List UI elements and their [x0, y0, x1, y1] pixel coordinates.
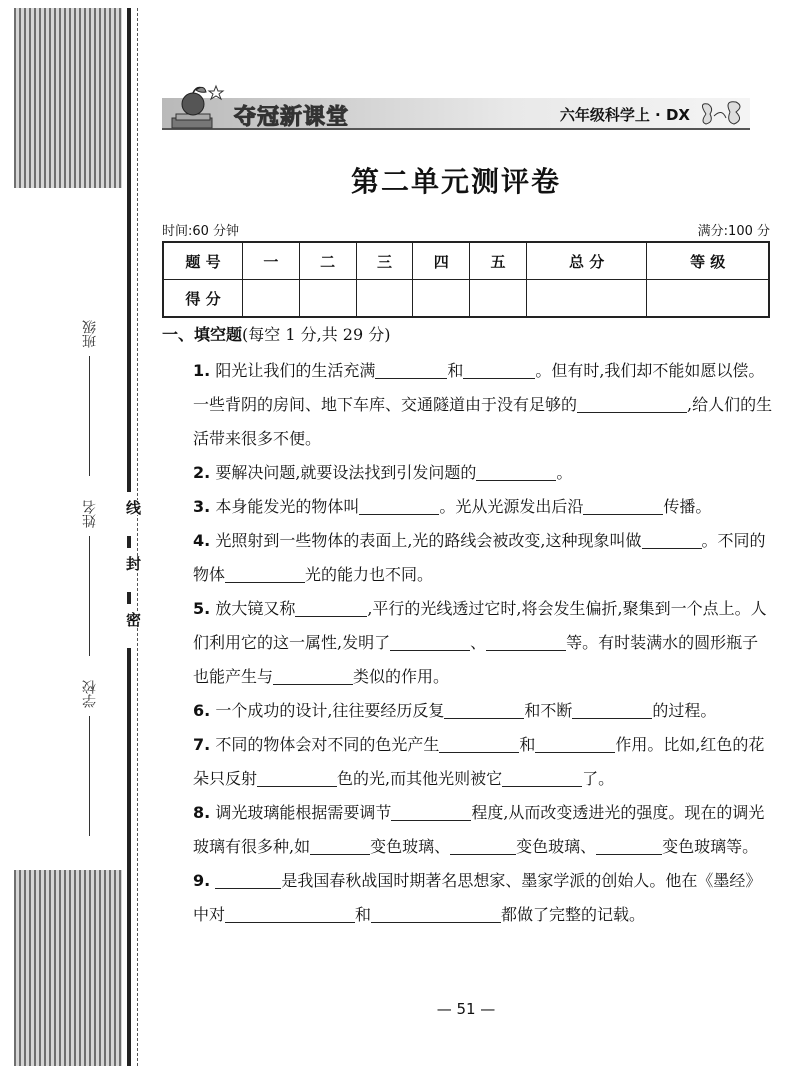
answer-blank[interactable]	[215, 868, 281, 889]
question-number: 2.	[193, 463, 211, 482]
question-text: 。	[556, 463, 573, 482]
answer-blank[interactable]	[295, 596, 367, 617]
question-text: 光照射到一些物体的表面上,光的路线会被改变,这种现象叫做	[215, 531, 642, 550]
answer-blank[interactable]	[375, 358, 447, 379]
score-cell: 题 号	[163, 242, 243, 280]
answer-blank[interactable]	[450, 834, 516, 855]
score-entry-cell[interactable]	[299, 280, 356, 318]
question-4	[193, 524, 773, 592]
question-text: 。光从光源发出后沿	[439, 497, 584, 516]
score-cell: 一	[243, 242, 300, 280]
question-text: 和不断	[524, 701, 573, 720]
score-cell: 总 分	[526, 242, 647, 280]
question-text: ,给人们的生活带来很多不便。	[193, 395, 773, 448]
score-table-score-row	[163, 280, 769, 318]
answer-blank[interactable]	[225, 562, 305, 583]
answer-blank[interactable]	[390, 630, 470, 651]
answer-blank[interactable]	[476, 460, 556, 481]
question-text: 放大镜又称	[215, 599, 296, 618]
binding-stripe-top	[14, 8, 122, 188]
question-2	[193, 456, 773, 490]
section-title: 一、填空题	[162, 325, 243, 344]
question-text: 和	[355, 905, 372, 924]
answer-blank[interactable]	[359, 494, 439, 515]
butterfly-decoration-icon	[696, 98, 748, 130]
question-text: 和	[447, 361, 464, 380]
question-text: 阳光让我们的生活充满	[215, 361, 376, 380]
answer-blank[interactable]	[391, 800, 471, 821]
brand-name: 夺冠新课堂	[234, 105, 350, 130]
score-table-header-row	[163, 242, 769, 280]
answer-blank[interactable]	[642, 528, 702, 549]
answer-blank[interactable]	[535, 732, 615, 753]
question-list	[193, 354, 773, 932]
question-text: 一个成功的设计,往往要经历反复	[215, 701, 445, 720]
answer-blank[interactable]	[273, 664, 353, 685]
question-3	[193, 490, 773, 524]
score-entry-cell[interactable]	[356, 280, 413, 318]
answer-blank[interactable]	[439, 732, 519, 753]
page-number: — 51 —	[436, 1000, 496, 1018]
question-text: 传播。	[663, 497, 712, 516]
question-number: 3.	[193, 497, 211, 516]
section-note: (每空 1 分,共 29 分)	[242, 325, 391, 344]
score-cell: 二	[299, 242, 356, 280]
score-table	[162, 241, 770, 318]
answer-blank[interactable]	[371, 902, 501, 923]
question-7	[193, 728, 773, 796]
question-text: 要解决问题,就要设法找到引发问题的	[215, 463, 477, 482]
school-label: 学校	[82, 680, 98, 708]
time-limit: 时间:60 分钟	[162, 224, 240, 239]
question-number: 6.	[193, 701, 211, 720]
score-cell: 四	[413, 242, 470, 280]
score-cell: 等 级	[647, 242, 769, 280]
question-text: ,平行的光线透过它时,将会发生偏折,聚集到一个点上。人们利用它的这一属性,发明了	[193, 599, 767, 652]
apple-book-logo-icon	[166, 84, 226, 132]
full-score: 满分:100 分	[697, 224, 770, 239]
score-cell: 五	[470, 242, 527, 280]
section-heading	[162, 322, 390, 345]
answer-blank[interactable]	[572, 698, 652, 719]
question-1	[193, 354, 773, 456]
question-text: 。不同的物体	[193, 531, 766, 584]
answer-blank[interactable]	[257, 766, 337, 787]
question-6	[193, 694, 773, 728]
score-entry-cell[interactable]	[243, 280, 300, 318]
question-text: 光的能力也不同。	[305, 565, 434, 584]
question-text: 调光玻璃能根据需要调节	[215, 803, 392, 822]
answer-blank[interactable]	[463, 358, 535, 379]
question-text: 等。有时装满水的圆形瓶子也能产生与	[193, 633, 759, 686]
question-text: 是我国春秋战国时期著名思想家、墨家学派的创始人。他在《墨经》中对	[193, 871, 762, 924]
question-text: 变色玻璃等。	[662, 837, 759, 856]
binding-stripe-bottom	[14, 870, 122, 1066]
answer-blank[interactable]	[444, 698, 524, 719]
answer-blank[interactable]	[225, 902, 355, 923]
question-text: 都做了完整的记载。	[501, 905, 646, 924]
question-5	[193, 592, 773, 694]
answer-blank[interactable]	[577, 392, 687, 413]
seal-word-mi: 密	[118, 612, 144, 627]
question-text: 程度,从而改变透进光的强度。现在的调光玻璃有很多种,如	[193, 803, 765, 856]
answer-blank[interactable]	[596, 834, 662, 855]
score-entry-cell[interactable]	[470, 280, 527, 318]
page-title: 第二单元测评卷	[350, 165, 561, 198]
question-text: 变色玻璃、	[370, 837, 451, 856]
question-text: 不同的物体会对不同的色光产生	[215, 735, 440, 754]
question-text: 类似的作用。	[353, 667, 450, 686]
question-text: 的过程。	[652, 701, 717, 720]
question-number: 9.	[193, 871, 211, 890]
school-field[interactable]	[80, 680, 100, 836]
score-entry-cell[interactable]	[413, 280, 470, 318]
binding-line	[127, 8, 131, 1066]
question-text: 本身能发光的物体叫	[215, 497, 360, 516]
question-text: 作用。比如,红色的花朵只反射	[193, 735, 765, 788]
class-label: 班级	[82, 320, 98, 348]
name-label: 姓名	[82, 500, 98, 528]
score-cell: 得 分	[163, 280, 243, 318]
question-text: 、	[470, 633, 487, 652]
question-text: 变色玻璃、	[516, 837, 597, 856]
question-text: 和	[519, 735, 536, 754]
name-underline	[90, 536, 91, 656]
question-8	[193, 796, 773, 864]
seal-word-xian: 线	[118, 500, 144, 515]
header-banner	[162, 88, 750, 134]
answer-blank[interactable]	[486, 630, 566, 651]
question-text: 。但有时,我们却不能如愿以偿。一些背阴的房间、地下车库、交通隧道由于没有足够的	[193, 361, 765, 414]
question-number: 7.	[193, 735, 211, 754]
school-underline	[90, 716, 91, 836]
question-text: 了。	[582, 769, 615, 788]
question-number: 1.	[193, 361, 211, 380]
grade-label: 六年级科学上 · DX	[559, 106, 690, 124]
name-field[interactable]	[80, 500, 100, 656]
score-cell: 三	[356, 242, 413, 280]
question-number: 5.	[193, 599, 211, 618]
binding-dashed-line	[137, 8, 138, 1066]
question-number: 4.	[193, 531, 211, 550]
score-entry-cell[interactable]	[526, 280, 647, 318]
class-underline	[90, 356, 91, 476]
question-9	[193, 864, 773, 932]
exam-meta	[162, 220, 770, 239]
seal-word-feng: 封	[118, 556, 144, 571]
question-text: 色的光,而其他光则被它	[337, 769, 503, 788]
answer-blank[interactable]	[583, 494, 663, 515]
answer-blank[interactable]	[502, 766, 582, 787]
answer-blank[interactable]	[310, 834, 370, 855]
score-entry-cell[interactable]	[647, 280, 769, 318]
question-number: 8.	[193, 803, 211, 822]
class-field[interactable]	[80, 320, 100, 476]
